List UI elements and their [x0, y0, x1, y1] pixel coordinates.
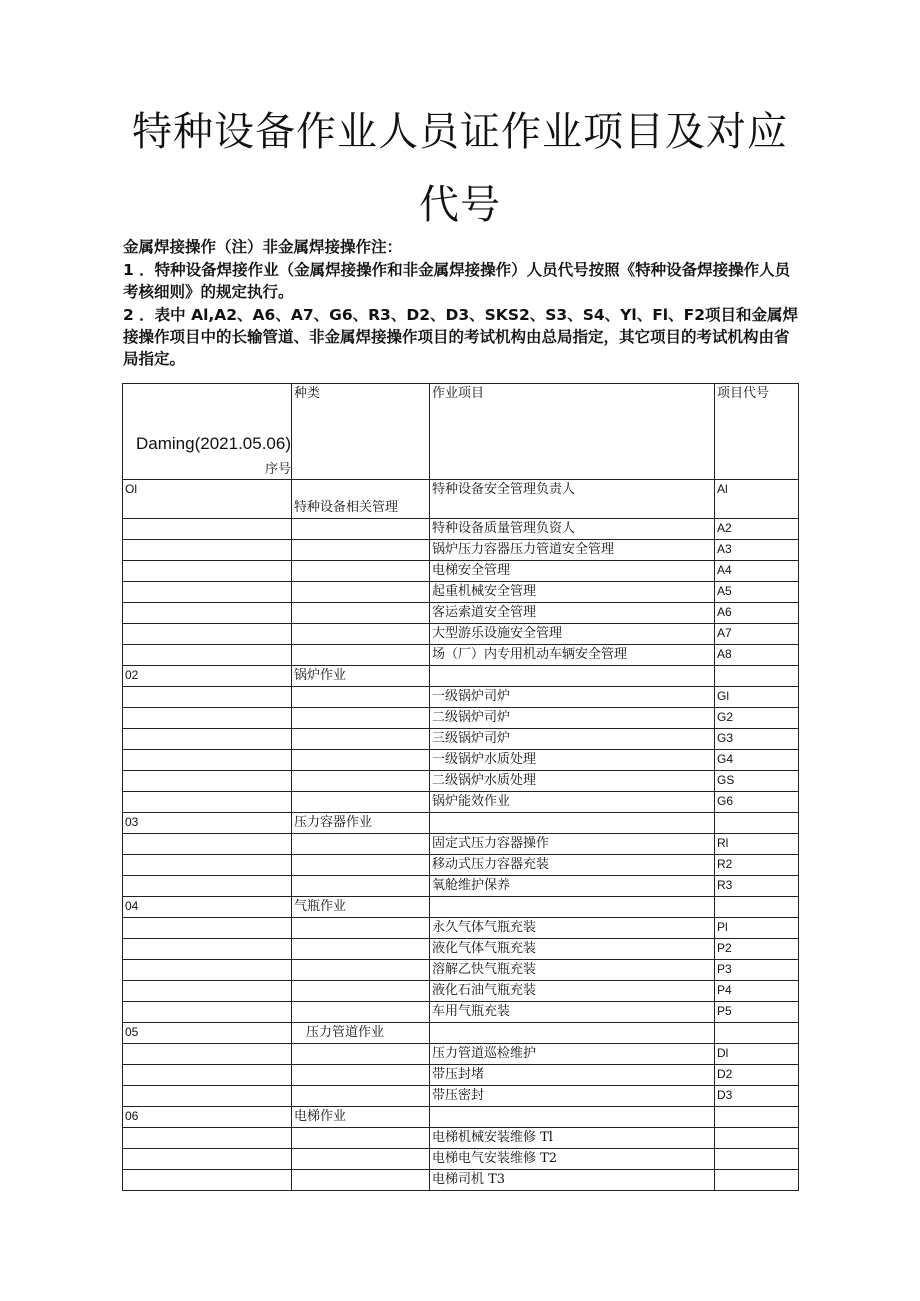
code-cell: G3 — [715, 729, 799, 750]
seq-cell — [123, 792, 292, 813]
item-cell: 压力管道巡检维护 — [430, 1044, 715, 1065]
note-1: 1 ．特种设备焊接作业（金属焊接操作和非金属焊接操作）人员代号按照《特种设备焊接操作人员考核细则》的规定执行。 — [123, 261, 791, 301]
table-row — [123, 645, 799, 666]
item-cell: 一级锅炉水质处理 — [430, 750, 715, 771]
table-row — [123, 750, 799, 771]
category-cell — [292, 918, 430, 939]
notes-section — [123, 236, 799, 371]
category-cell — [292, 834, 430, 855]
category-cell: 气瓶作业 — [292, 897, 430, 918]
table-row — [123, 1065, 799, 1086]
seq-cell — [123, 939, 292, 960]
item-cell: 液化石油气瓶充装 — [430, 981, 715, 1002]
seq-cell — [123, 582, 292, 603]
seq-cell — [123, 918, 292, 939]
category-cell — [292, 540, 430, 561]
seq-cell — [123, 1044, 292, 1065]
code-cell — [715, 1107, 799, 1128]
item-cell: 二级锅炉司炉 — [430, 708, 715, 729]
seq-cell: 03 — [123, 813, 292, 834]
page-title-line-2: 代号 — [419, 182, 501, 228]
header-category: 种类 — [292, 384, 430, 480]
code-cell: R3 — [715, 876, 799, 897]
item-cell: 客运索道安全管理 — [430, 603, 715, 624]
seq-cell — [123, 1002, 292, 1023]
category-cell — [292, 1149, 430, 1170]
code-cell: A6 — [715, 603, 799, 624]
code-cell: A4 — [715, 561, 799, 582]
code-cell — [715, 813, 799, 834]
code-cell — [715, 897, 799, 918]
item-cell: 永久气体气瓶充装 — [430, 918, 715, 939]
category-cell — [292, 645, 430, 666]
code-cell: Dl — [715, 1044, 799, 1065]
table-row — [123, 981, 799, 1002]
seq-cell — [123, 519, 292, 540]
code-cell: P2 — [715, 939, 799, 960]
item-cell — [430, 1107, 715, 1128]
item-cell: 三级锅炉司炉 — [430, 729, 715, 750]
table-row — [123, 1086, 799, 1107]
seq-cell — [123, 603, 292, 624]
table-row — [123, 1128, 799, 1149]
table-row — [123, 939, 799, 960]
item-cell: 一级锅炉司炉 — [430, 687, 715, 708]
seq-cell — [123, 876, 292, 897]
item-cell: 车用气瓶充装 — [430, 1002, 715, 1023]
table-header-row — [123, 384, 799, 480]
code-cell — [715, 1128, 799, 1149]
code-cell: P5 — [715, 1002, 799, 1023]
seq-cell — [123, 687, 292, 708]
seq-cell: 04 — [123, 897, 292, 918]
category-cell — [292, 1086, 430, 1107]
code-cell: A5 — [715, 582, 799, 603]
category-cell — [292, 855, 430, 876]
item-cell: 锅炉能效作业 — [430, 792, 715, 813]
table-row — [123, 834, 799, 855]
category-cell — [292, 603, 430, 624]
table-row — [123, 960, 799, 981]
notes-heading: 金属焊接操作（注）非金属焊接操作注： — [123, 238, 403, 256]
item-cell — [430, 1023, 715, 1044]
header-seq-cell — [123, 384, 292, 480]
code-cell: GS — [715, 771, 799, 792]
category-cell: 锅炉作业 — [292, 666, 430, 687]
category-cell — [292, 876, 430, 897]
code-cell: D2 — [715, 1065, 799, 1086]
category-cell — [292, 1170, 430, 1191]
note-2: 2 ．表中 Al,A2、A6、A7、G6、R3、D2、D3、SKS2、S3、S4、Yl、Fl、F2项目和金属焊接操作项目中的长输管道、非金属焊接操作项目的考试机构由总局指定，其它项目的考试机构由省局指定。 — [123, 306, 798, 368]
code-cell: Rl — [715, 834, 799, 855]
code-cell: Gl — [715, 687, 799, 708]
item-cell — [430, 666, 715, 687]
item-cell: 锅炉压力容器压力管道安全管理 — [430, 540, 715, 561]
item-cell: 二级锅炉水质处理 — [430, 771, 715, 792]
header-code: 项目代号 — [715, 384, 799, 480]
seq-cell — [123, 708, 292, 729]
item-cell: 电梯司机 T3 — [430, 1170, 715, 1191]
category-cell: 压力管道作业 — [292, 1023, 430, 1044]
header-item: 作业项目 — [430, 384, 715, 480]
item-cell: 场（厂）内专用机动车辆安全管理 — [430, 645, 715, 666]
category-cell — [292, 582, 430, 603]
table-row — [123, 480, 799, 519]
seq-cell — [123, 1128, 292, 1149]
table-row — [123, 582, 799, 603]
header-seq-label: 序号 — [264, 462, 291, 477]
table-row — [123, 1023, 799, 1044]
table-row — [123, 666, 799, 687]
category-cell: 压力容器作业 — [292, 813, 430, 834]
seq-cell: 02 — [123, 666, 292, 687]
code-cell: G4 — [715, 750, 799, 771]
code-cell: A2 — [715, 519, 799, 540]
item-cell: 固定式压力容器操作 — [430, 834, 715, 855]
category-cell — [292, 1044, 430, 1065]
item-cell: 特种设备质量管理负资人 — [430, 519, 715, 540]
code-cell: P3 — [715, 960, 799, 981]
item-cell — [430, 813, 715, 834]
code-cell: Pl — [715, 918, 799, 939]
item-cell: 溶解乙快气瓶充装 — [430, 960, 715, 981]
category-cell — [292, 771, 430, 792]
item-cell: 大型游乐设施安全管理 — [430, 624, 715, 645]
seq-cell — [123, 1086, 292, 1107]
table-row — [123, 1107, 799, 1128]
item-cell — [430, 897, 715, 918]
category-cell — [292, 981, 430, 1002]
table-row — [123, 876, 799, 897]
seq-cell — [123, 750, 292, 771]
seq-cell — [123, 771, 292, 792]
table-row — [123, 540, 799, 561]
seq-cell — [123, 645, 292, 666]
table-row — [123, 897, 799, 918]
seq-cell — [123, 1149, 292, 1170]
category-cell — [292, 687, 430, 708]
code-cell — [715, 1023, 799, 1044]
work-items-table — [122, 383, 799, 1191]
seq-cell — [123, 561, 292, 582]
code-cell: A7 — [715, 624, 799, 645]
seq-cell — [123, 1065, 292, 1086]
item-cell: 带压封堵 — [430, 1065, 715, 1086]
table-row — [123, 792, 799, 813]
category-cell — [292, 1128, 430, 1149]
category-cell: 电梯作业 — [292, 1107, 430, 1128]
seq-cell — [123, 855, 292, 876]
code-cell — [715, 1170, 799, 1191]
category-cell — [292, 729, 430, 750]
table-row — [123, 813, 799, 834]
category-cell — [292, 792, 430, 813]
code-cell: P4 — [715, 981, 799, 1002]
header-seq-main: Daming(2021.05.06) — [136, 434, 291, 453]
code-cell: A8 — [715, 645, 799, 666]
category-cell — [292, 1002, 430, 1023]
item-cell: 液化气体气瓶充装 — [430, 939, 715, 960]
code-cell: D3 — [715, 1086, 799, 1107]
category-cell — [292, 480, 430, 519]
table-row — [123, 918, 799, 939]
seq-cell: 05 — [123, 1023, 292, 1044]
category-cell — [292, 939, 430, 960]
page-title-line-1: 特种设备作业人员证作业项目及对应 — [132, 109, 788, 155]
table-row — [123, 1044, 799, 1065]
code-cell: R2 — [715, 855, 799, 876]
item-cell: 电梯电气安装维修 T2 — [430, 1149, 715, 1170]
table-row — [123, 1002, 799, 1023]
table-row — [123, 708, 799, 729]
table-row — [123, 729, 799, 750]
category-cell — [292, 519, 430, 540]
code-cell — [715, 1149, 799, 1170]
code-cell: G6 — [715, 792, 799, 813]
seq-cell — [123, 981, 292, 1002]
category-cell — [292, 624, 430, 645]
code-cell — [715, 666, 799, 687]
table-row — [123, 687, 799, 708]
category-cell — [292, 1065, 430, 1086]
item-cell: 带压密封 — [430, 1086, 715, 1107]
code-cell: Al — [715, 480, 799, 519]
seq-cell: Ol — [123, 480, 292, 519]
seq-cell — [123, 1170, 292, 1191]
seq-cell — [123, 624, 292, 645]
table-row — [123, 624, 799, 645]
table-row — [123, 855, 799, 876]
item-cell: 特种设备安全管理负责人 — [430, 480, 715, 519]
code-cell: G2 — [715, 708, 799, 729]
table-row — [123, 1170, 799, 1191]
item-cell: 氧舱维护保养 — [430, 876, 715, 897]
table-row — [123, 1149, 799, 1170]
seq-cell — [123, 834, 292, 855]
code-cell: A3 — [715, 540, 799, 561]
table-row — [123, 519, 799, 540]
category-cell — [292, 750, 430, 771]
item-cell: 移动式压力容器充装 — [430, 855, 715, 876]
seq-cell — [123, 540, 292, 561]
item-cell: 起重机械安全管理 — [430, 582, 715, 603]
seq-cell — [123, 960, 292, 981]
item-cell: 电梯安全管理 — [430, 561, 715, 582]
table-row — [123, 603, 799, 624]
table-row — [123, 771, 799, 792]
item-cell: 电梯机械安装维修 Tl — [430, 1128, 715, 1149]
seq-cell: 06 — [123, 1107, 292, 1128]
seq-cell — [123, 729, 292, 750]
table-row — [123, 561, 799, 582]
category-label: 特种设备相关管理 — [294, 500, 399, 515]
category-cell — [292, 960, 430, 981]
category-cell — [292, 708, 430, 729]
category-cell — [292, 561, 430, 582]
